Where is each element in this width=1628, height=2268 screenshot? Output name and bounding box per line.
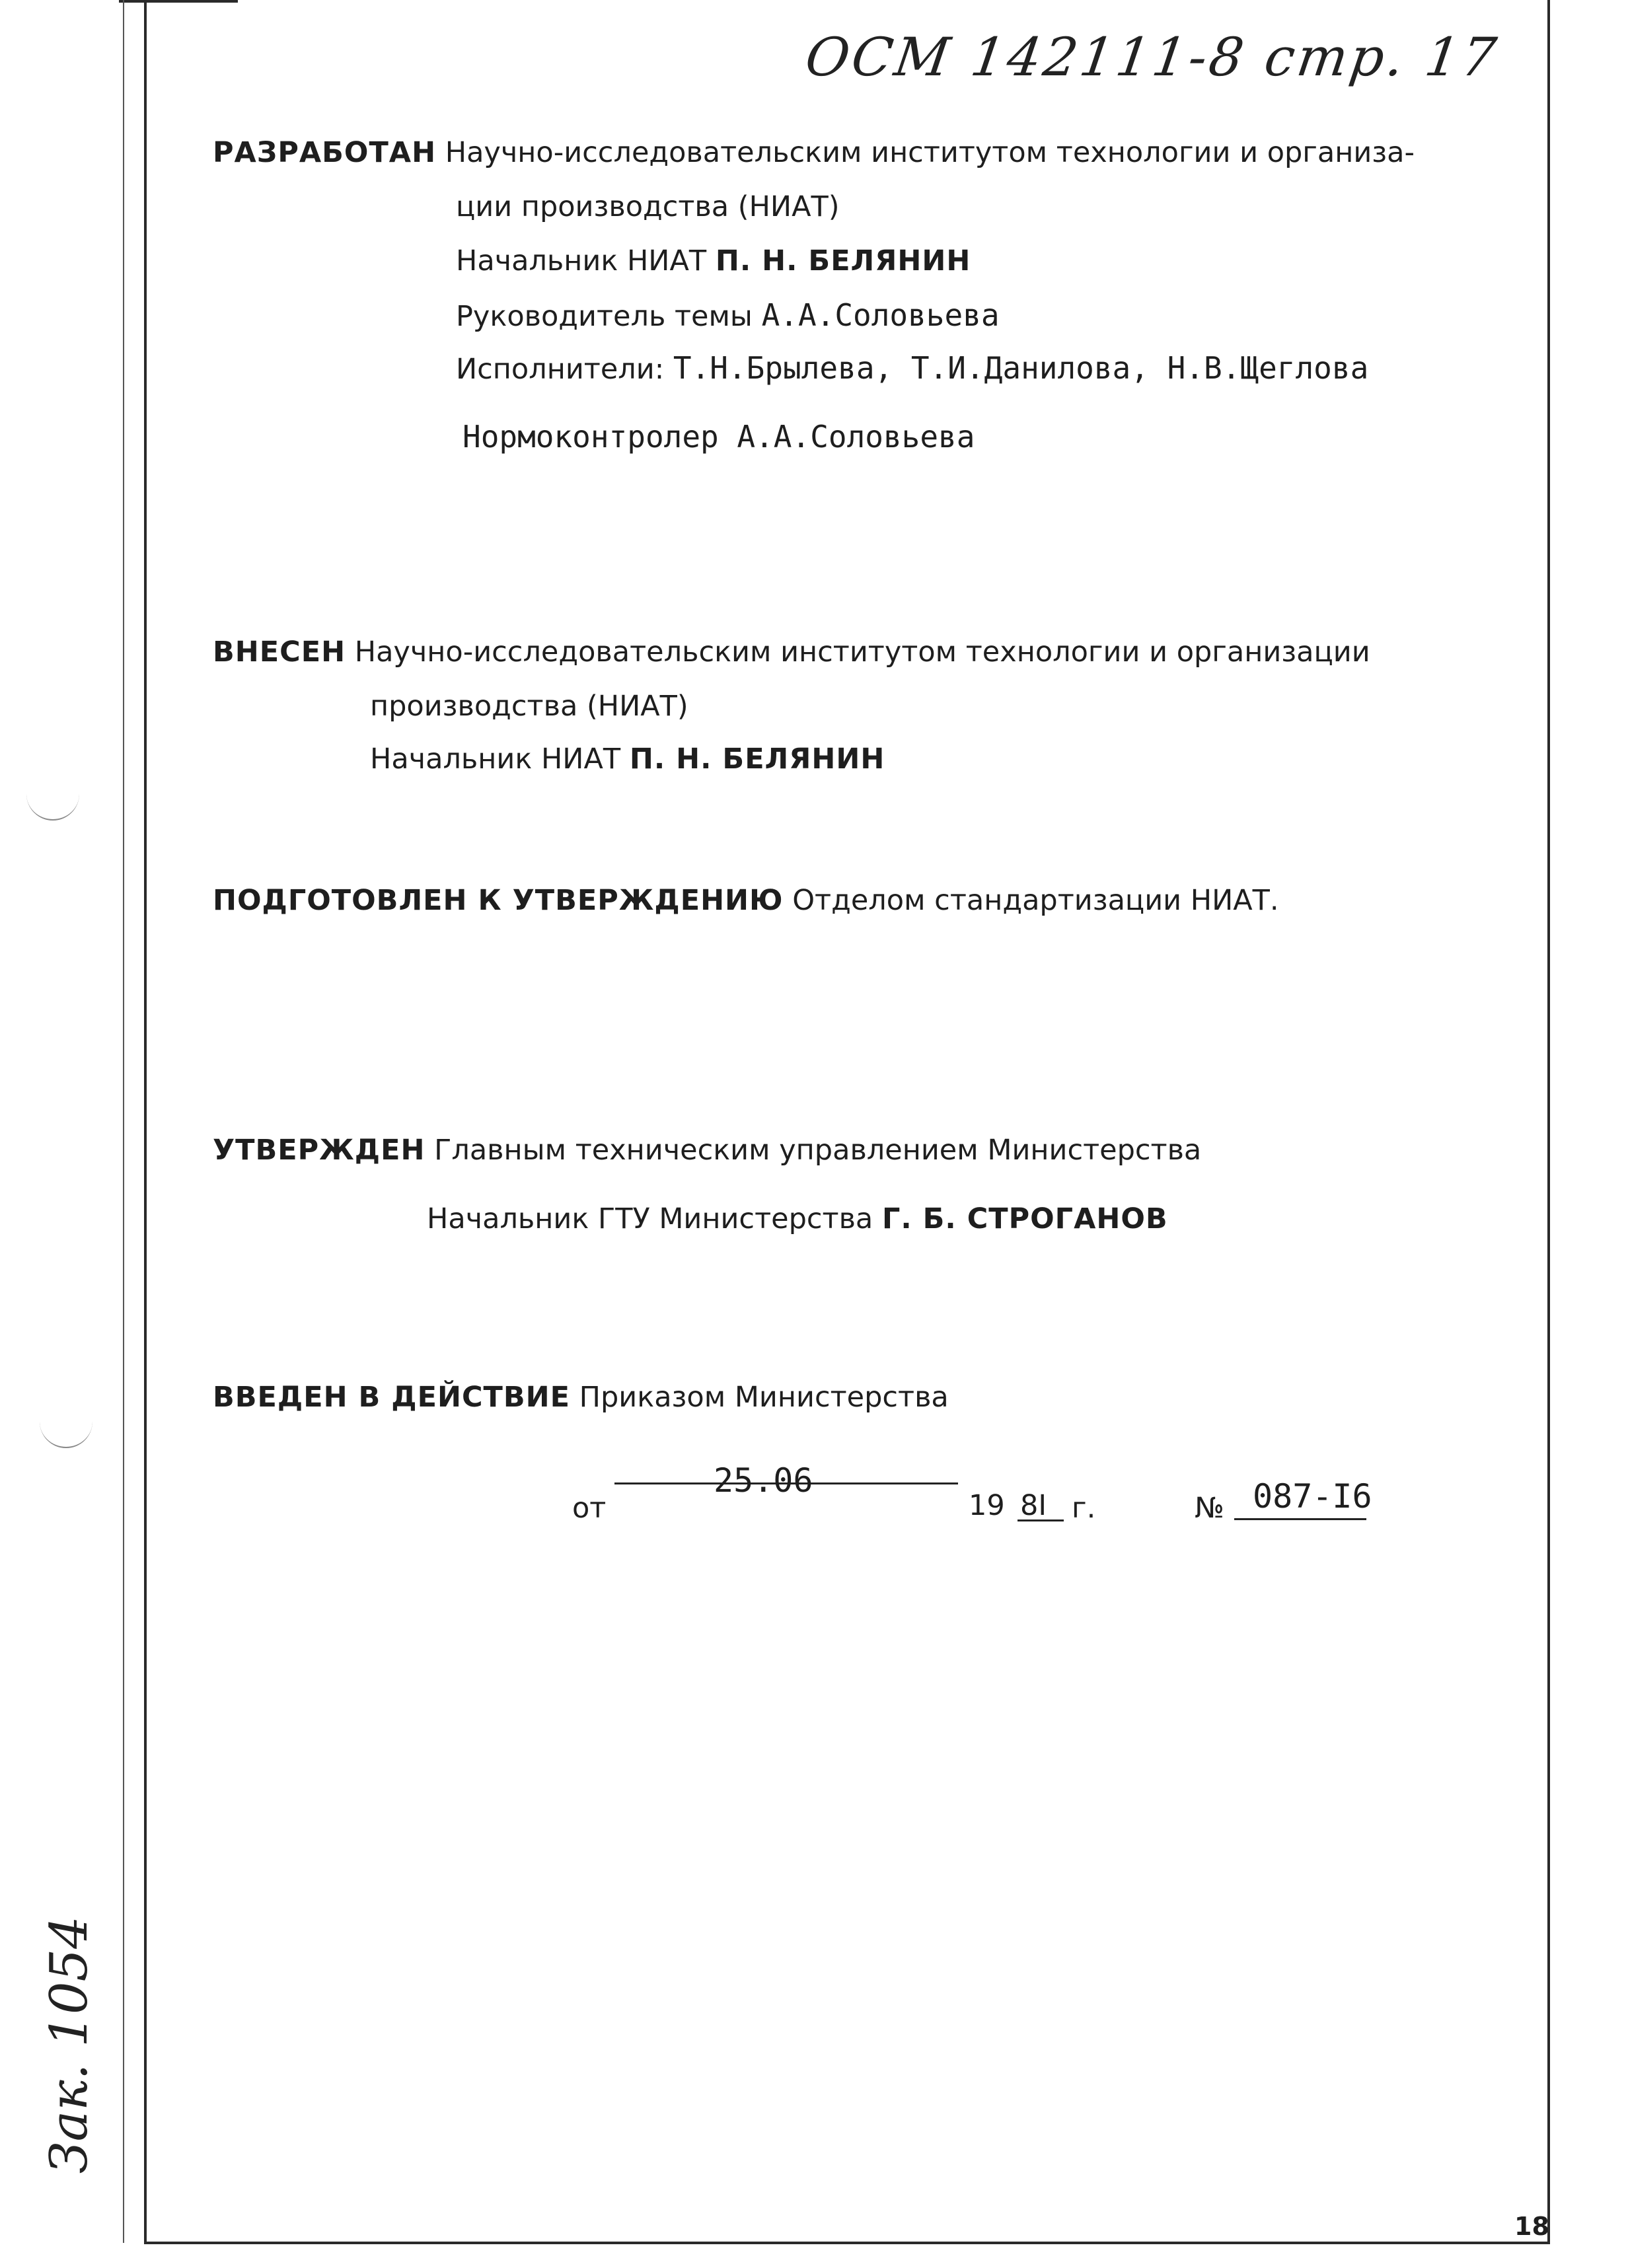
developed-label: РАЗРАБОТАН [213, 136, 437, 169]
frame-top-line [119, 0, 238, 3]
executors-role: Исполнители: [456, 353, 665, 386]
punch-hole-mark [26, 793, 79, 821]
frame-bottom-line [144, 2242, 1550, 2244]
topic-lead-name: А.А.Соловьева [761, 297, 1000, 333]
number-underline [1234, 1518, 1366, 1520]
year-prefix: 19 [969, 1489, 1005, 1522]
frame-left-line [144, 0, 147, 2243]
approved-label: УТВЕРЖДЕН [213, 1134, 426, 1167]
year-unit: г. [1072, 1492, 1096, 1525]
enacted-from-label: от [572, 1492, 607, 1525]
approved-text: Главным техническим управлением Министерства [434, 1134, 1202, 1167]
introduced-line-1 [213, 636, 1370, 669]
introduced-text-2: производства (НИАТ) [370, 690, 688, 723]
developed-head-name: П. Н. БЕЛЯНИН [715, 244, 971, 277]
approved-head [427, 1202, 1168, 1235]
developed-executors [456, 350, 1368, 386]
year-suffix: 8I [1020, 1489, 1047, 1522]
frame-outer-left-line [123, 0, 124, 2243]
prepared-label: ПОДГОТОВЛЕН К УТВЕРЖДЕНИЮ [213, 884, 784, 917]
developed-head-role: Начальник НИАТ [456, 244, 707, 277]
frame-right-line [1547, 0, 1550, 2243]
approved-head-name: Г. Б. СТРОГАНОВ [881, 1202, 1168, 1235]
developed-topic-lead [456, 297, 1000, 333]
enacted-label: ВВЕДЕН В ДЕЙСТВИЕ [213, 1381, 570, 1414]
executors-names: Т.Н.Брылева, Т.И.Данилова, Н.В.Щеглова [673, 350, 1369, 386]
introduced-head-name: П. Н. БЕЛЯНИН [629, 743, 885, 776]
approved-head-role: Начальник ГТУ Министерства [427, 1202, 873, 1235]
introduced-head [370, 743, 885, 776]
handwritten-margin-note: Зак. 1054 [40, 1916, 99, 2174]
prepared-line [213, 884, 1279, 917]
topic-lead-role: Руководитель темы [456, 300, 753, 333]
enacted-line [213, 1381, 949, 1414]
developed-line-2 [456, 190, 840, 223]
developed-line-1 [213, 136, 1415, 169]
number-label: № [1195, 1492, 1224, 1525]
approved-line [213, 1134, 1201, 1167]
enacted-date: 25.06 [714, 1461, 813, 1500]
norm-controller: Нормоконтролер А.А.Соловьева [462, 419, 975, 455]
introduced-label: ВНЕСЕН [213, 636, 346, 669]
punch-hole-mark [40, 1420, 92, 1448]
page-number: 18 [1514, 2212, 1549, 2241]
enacted-text: Приказом Министерства [579, 1381, 949, 1414]
introduced-text-1: Научно-исследовательским институтом технологии и организации [354, 636, 1370, 669]
developed-text-1: Научно-исследовательским институтом технологии и организа- [445, 136, 1415, 169]
developed-text-2: ции производства (НИАТ) [456, 190, 840, 223]
handwritten-header-note: ОСМ 142111-8 стр. 17 [801, 26, 1502, 88]
developed-head [456, 244, 971, 277]
prepared-text: Отделом стандартизации НИАТ. [792, 884, 1279, 917]
introduced-head-role: Начальник НИАТ [370, 743, 621, 776]
enacted-number: 087-I6 [1253, 1477, 1372, 1516]
